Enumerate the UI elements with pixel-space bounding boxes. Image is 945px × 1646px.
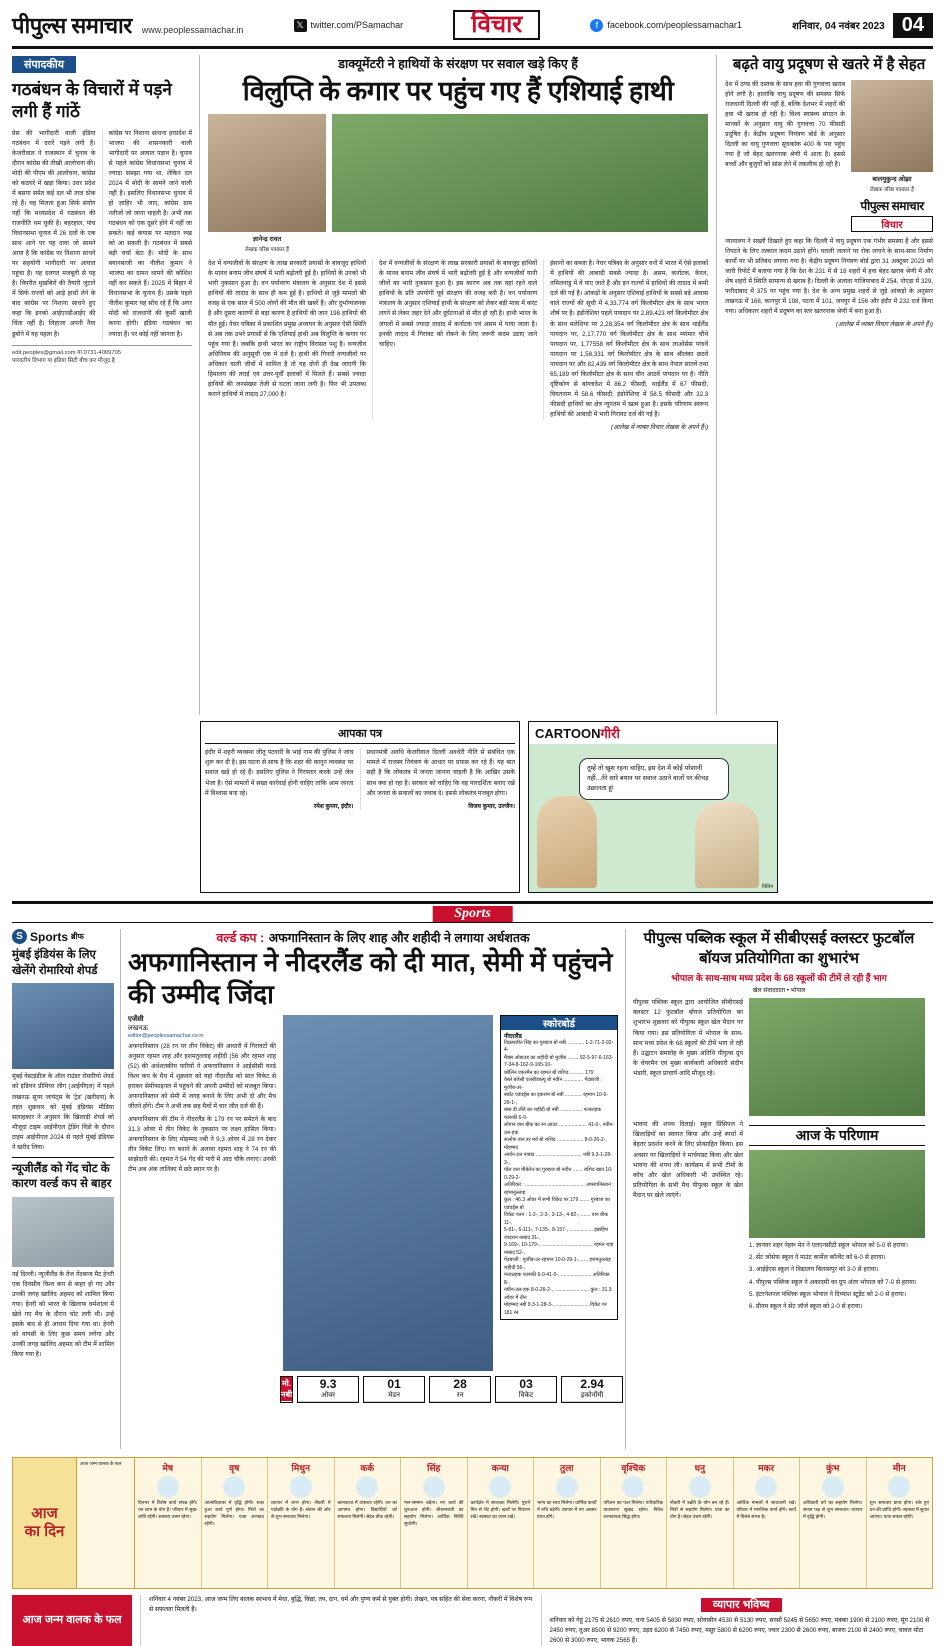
school-top-row [633,998,925,1116]
publication-logo: पीपुल्स समाचार [12,13,132,39]
result-item: 4. पीपुल्स पब्लिक स्कूल ने अकादमी का ग्रुप अंतर भोपाल को 7-0 से हराया। [749,1278,917,1286]
masthead-left [12,10,243,40]
section-title: विचार [453,10,540,40]
zodiac-icon [223,1476,245,1498]
scoreboard-line: अतिरिक्त : ........................................... अफगानिस्तान : रहमानुल्लाह [504,1182,614,1196]
twitter-handle: twitter.com/PSamachar [310,20,404,31]
horoscope-intro [77,1458,135,1588]
horoscope-sign-cell [268,1458,335,1588]
scoreboard-line: मोहम्मद नबी 9.3-1-28-3-, ........................ विकेट पर 181 रन [504,1302,607,1316]
footer-badge-line2: वालक के फल [66,1613,122,1626]
school-col2: भावना की शपथ दिलाई। स्कूल प्रिंसिपल ने खिलाड़ियों का स्वागत किया और उन्हें स्पर्धा में बेहतर प्रदर्शन करने के लिए प्रोत्साहित किया। इस अवसर पर खिलाड़ियों ने मार्चपास्ट किया और खेल भावना की शपथ ली। कार्यक्रम में सभी टीमों के कोच और खेल अधिकारी भी उपस्थित रहे। प्रतियोगिता के सभी मैच पीपुल्स स्कूल के खेल मैदान पर खेले जाएंगे। [633,1121,743,1199]
right-top [725,80,933,232]
zodiac-icon [423,1476,445,1498]
scoreboard-line: वेस्ले बारेसी एलबीडब्ल्यू बो नवीन .............. गेंदबाजी : मुजीब-उर- [504,1077,602,1091]
main-kicker: डाक्यूमेंटरी ने हाथियों के संरक्षण पर सवाल खड़े किए हैं [338,57,578,72]
results-title: आज के परिणाम [749,1125,925,1146]
letters-cartoon-zone [12,721,933,893]
school-story [625,929,925,1449]
author-role: लेखक वरिष्ठ पत्रकार हैं [244,247,289,254]
main-col3: इंसानों का कब्जा है। नेचर पत्रिका के अनुसार वनों में भारत में ऐसे इलाकों में हाथियों की आबादी सबसे ज्यादा है। असम, कर्नाटक, केरल, तमिलनाडु में ये पाए जाते हैं और इन राज्यों में हाथियों की तादाद में कमी दर्ज की गई है। आंकड़ों के अनुसार एशियाई हाथियों के सबसे बड़े आवास वाले राज्यों की सूची में 4,33,774 वर्ग किलोमीटर क्षेत्र के साथ भारत शीर्ष पर है। इंडोनेशिया पहले पायदान पर 2,89,423 वर्ग किलोमीटर क्षेत्र के साथ मलेशिया पर 2,28,354 वर्ग किलोमीटर क्षेत्र के साथ थाईलैंड पायदान पर, 2,17,770 वर्ग किलोमीटर क्षेत्र के साथ म्यांमार चौथे पायदान पर, 1,77558 वर्ग किलोमीटर क्षेत्र के साथ लाओसेस पांचवें पायदान पर 1,58,331 वर्ग किलोमीटर क्षेत्र के साथ श्रीलंका छठवें पायदान पर और 82,439 वर्ग किलोमीटर क्षेत्र के साथ नेपाल सातवें तथा 65,189 वर्ग किलोमीटर क्षेत्र के साथ चीन आठवें पायदान पर है। नीति दृष्टिकोण से बांग्लादेश में 86.2 फीसदी, थाईलैंड में 67 फीसदी, वियतनाम में 58.6 फीसदी, इंडोनेशिया में 58.5 फीसदी और 32.3 फीसदी हाथियों का क्षेत्र न्यूनतम में खत्म हुआ है। इसके परिणाम स्वरूप हाथियों की आबादी में भारी गिरावट दर्ज की गई है। [543,259,708,420]
sports-zone [12,929,933,1449]
horoscope-sign-text: कार्यक्षेत्र में सफलता मिलेगी। पुराने मित्र से भेंट होगी। खर्चों पर नियंत्रण रखें। स्वास्थ्य का ध्यान रखें। [470,1500,530,1520]
main-headline: विलुप्ति के कगार पर पहुंच गए हैं एशियाई हाथी [242,76,674,107]
editorial-label: संपादकीय [12,56,76,73]
inline-section-badge: विचार [851,216,933,232]
main-col1: देश में वन्यजीवों के संरक्षण के लाख सरकारी प्रयासों के बावजूद हाथियों के मानव बनाम जीव संघर्ष में भारी बढ़ोतरी हुई है। हाथियों के उनको भी भारी नुकसान हुआ है। वन पर्यावरण मंत्रालय के अनुसार देश में इससे हाथियों की तादाद के साथ ही कम हुई है। हाथियों से जुड़े मामलों की वजह से एक साल में 500 लोगों की मौत की खबरें हैं। और दुर्भाग्यजनक है और दूसरा कारणों से बड़ा कारण है हाथियों की जान 198 हाथियों की मौत हुई। नेचर पत्रिका में प्रकाशित प्रमुख अध्ययन के अनुसार ऐसी स्थिति से अब तक उभरे प्रयासों से कि एशियाई हाथी अब विलुप्ति के कगार पर पहुंच गया है। जबकि हाथी भारत का राष्ट्रीय विरासत पशु है। वन्यजीव अधिनियम की अनुसूची एक में दर्ज है। हाथी की गिनती वन्यजीवों पर अधिकार वाली जीवों में शामिल है तो यह दोनों ही देख जाएगी कि हिमालय की तराई एवं उत्तर-पूर्वी इलाकों में मिलते हैं। सबसे ज्यादा हाथियों की जनसंख्या तेजी से घटता जाना लगी है। फिर भी उपलब्ध कराने हाथियों में तादाद 27,000 है। [207,260,367,398]
zodiac-icon [822,1476,844,1498]
scoreboard-line: कॉलिन एकरमैन का रहमत बो राशिद .......... 179 [504,1069,594,1076]
stat-label: मेडन [364,1391,424,1402]
horoscope-strip [12,1457,933,1589]
wc-col2: अफगानिस्तान की टीम ने नीदरलैंड के 179 रन पर समेटने के बाद 31.3 ओवर में तीन विकेट के नुकसान पर लक्ष्य हासिल किया। अफगानिस्तान के लिए मोहम्मद नबी ने 9.3 ओवर में 28 रन देकर तीन विकेट लिए। रन बनाने के अलावा रहमत शाह ने 74 रन की साझेदारी की। रहमत ने 54 गेंद की पारी में आठ चौके लगाए। उनकी टीम अब अंक तालिका में छठे स्थान पर है। [128,1116,276,1174]
stat-value: 01 [387,1376,401,1391]
horoscope-sign-name: मिथुन [291,1463,310,1474]
scoreboard-line: कुल : 46.3 ओवर में सभी विकेट पर 179 ....... गुरबाज का एडवर्ड्स बो [504,1197,610,1211]
date-block [792,13,933,38]
right-col2: न्यायालय ने सख्ती दिखाते हुए कहा कि दिल्ली में वायु प्रदूषण एक गंभीर समस्या है और इससे निपटने के लिए तत्काल कदम उठाने होंगे। पराली जलाने पर रोक लगाने के साथ-साथ निर्माण कार्यों पर भी प्रतिबंध लगाया गया है। केंद्रीय प्रदूषण नियंत्रण बोर्ड द्वारा 31 अक्टूबर 2023 को जारी रिपोर्ट में बताया गया है कि देश के 231 में से 18 शहरों में हवा बेहद खराब श्रेणी में और शेष शहरों में स्थिति सामान्य से खराब है। दिल्ली के अलावा गाजियाबाद में 254, नोएडा में 329, फरीदाबाद में 375 पर पहुंच गया है। देश के अन्य प्रमुख शहरों से जुड़े आंकड़ों के अनुसार लखनऊ में 168, कानपुर में 198, पटना में 101, जयपुर में 156 और इंदौर में 232 दर्ज किया गया। अधिकतर शहरों में प्रदूषण का स्तर खतरनाक श्रेणी में बना हुआ है। [725,237,933,316]
trade-text: शनिवार को गेहूं 2175 से 2610 रुपए, चना 5405 से 5830 रुपए, सोयाबीन 4530 से 5130 रुपए, सरसों 5245 से 5650 रुपए, मक्का 1900 से 2100 रुपए, मूंग 2100 से 2450 रुपए, तुअर 8500 से 9200 रुपए, उड़द 6200 से 7450 रुपए, मसूर 5800 से 6200 रुपए, ज्वार 2300 से 2600 रुपए, बाजरा 2100 से 2400 रुपए, चावल मोटा 2600 से 3000 रुपए, भावक 2565 हैं। [549,1617,930,1645]
brief-1-text: मुंबई वेस्टइंडीज के ऑल राउंडर रोमारियो शेपर्ड को इंडियन प्रीमियर लीग (आईपीएल) में पहले लखनऊ सुपर जायंट्स के 'ट्रेड' (खरीदना) के तहत शुक्रवार को मुंबई इंडियंस मीडिया सलाहकार ने अनुसार कि खिलाड़ी शेपर्ड को मौजूदा टाइम आईपीएल ट्रेडिंग विंडो के दौरान टाइम आईपीएल 2024 से पहले मुंबई इंडियंस ने खरीद लिया। [12,1073,114,1151]
sports-brief-column [12,929,120,1449]
result-item: 1. ज्ञानवर शहर नेहरू मेन ने एलएनसीटी स्कूल भोपाल को 5-0 से हराया। [749,1242,908,1250]
editorial-contact [12,345,192,366]
right-headline: बढ़ते वायु प्रदूषण से खतरे में है सेहत [732,56,926,74]
scoreboard-line: 9-169-, 10-179-, ..................................... रहमत शाह नाबाद 52-, [504,1242,614,1256]
result-item: 2. सेंट जोसेफ स्कूल ने माउंट कार्मेल कॉन्वेंट को 6-0 से हराया। [749,1254,886,1262]
stat-value: 03 [519,1376,533,1391]
stat-card [429,1376,491,1403]
scoreboard-line: विक्रमजीत सिंह का गुरबाज बो नबी ............ 1-2-71-3-92-4- [504,1039,614,1054]
horoscope-sign-name: मीन [892,1463,906,1474]
right-author-role: लेखक वरिष्ठ पत्रकार हैं [870,186,914,193]
website-url[interactable]: www.peoplessamachar.in [141,25,244,36]
trade-forecast [541,1595,934,1646]
author-photo [208,114,326,232]
letters-title: आपका पत्र [205,726,515,744]
editorial-body [12,129,192,340]
school-col1: पीपुल्स पब्लिक स्कूल द्वारा आयोजित सीबीएसई क्लस्टर 12 फुटबॉल बॉयज प्रतियोगिता का शुभारंभ शुक्रवार को पीपुल्स स्कूल खेल मैदान पर किया गया। इस प्रतियोगिता में भोपाल के साथ-साथ मध्य प्रदेश के 68 स्कूलों की टीमें भाग ले रही हैं। उद्घाटन समारोह के मुख्य अतिथि पीपुल्स ग्रुप के चेयरमैन एवं मुख्य कार्यकारी अधिकारी संदीप भंडारी, स्कूल प्राचार्य आदि मौजूद रहे। [633,999,743,1077]
world-cup-story [120,929,625,1449]
editorial-column [12,55,199,715]
masthead [12,10,933,49]
right-col1: देश में ठण्ड की दस्तक के साथ हवा की गुणवत्ता खराब होने लगी है। हालांकि वायु प्रदूषण की समस्या सिर्फ राजधानी दिल्ली की नहीं है, बल्कि देशभर में शहरों की हवा भी खराब हो रही है। विश्व स्वास्थ्य संगठन के मानकों के अनुसार वायु की गुणवत्ता 70 फीसदी प्रदूषित है। केंद्रीय प्रदूषण नियंत्रण बोर्ड के अनुसार दिल्ली का वायु गुणवत्ता सूचकांक 400 के पार पहुंच गया है जो बेहद खतरनाक श्रेणी में आता है। इससे बच्चों और बुजुर्गों को सांस लेने में तकलीफ हो रही है। [725,80,845,169]
scoreboard-line: बास डी लीडे का शहीदी बो नबी ................ फजलहक फारुकी 6-0- [504,1107,602,1121]
stat-label: विकेट [496,1391,556,1402]
horoscope-sign-text: दिनभर में विशेष कार्य संपन्न होंगे। धन लाभ के योग हैं। परिवार में सुख-शांति रहेगी। स्वास्थ्य उत्तम रहेगा। [138,1500,198,1520]
editorial-col2: कांग्रेस पर निशाना साधना हरप्रदेश में भाजपा की शासनकारी वाली भागीदारी पर आघात पड़ाव है। चुनाव से पहले कांग्रेस विधानसभा चुनाव में ज्यादा समझा गया था, लेकिन दल 2024 में मोदी के सामने जाने वाली नहीं है। इसलिए विधानसभा चुनाव में हो ज़ाहिर भी जाए, कांग्रेस ग्राम नतीजों जो जाना चाहती है। अभी तक गठबंधन को एक दूसरे होने में नहीं जा सकते। कई कयास पर मतदान रुख को आ सकती है। गठबंधन में सबसे बड़ी चर्चा बेटा है। मोदी के साथ बयानबाजी का नीतीश कुमार ने भाजपा का दामन थामने की कोशिश नहीं कर सकते हैं। 2025 में बिहार में विधानसभा के चुनाव हैं। उसके पहले नीतीश कुमार यह सोच रहे हैं कि अगर मोदी को राजधानी की कुर्सी खाली करना होगी। इंडिया गठबंधन का ज्यादा हैं। पर कोई नहीं जानता है। [108,129,192,338]
sports-brief-header [12,929,114,944]
stat-value: 2.94 [580,1376,604,1391]
player-stat-name [280,1376,293,1403]
horoscope-title-line2: का दिन [24,1523,65,1541]
footer-badge [12,1595,132,1646]
editorial-col1: प्रेस की भागीदारी वाली इंडिया गठबंधन में दरारें पड़ने लगी हैं। केजरीवाल ने राजस्थान में चुनाव के दौरान कांग्रेस की तीखी आलोचना की। मोदी की पीएम की आलोचना, कांग्रेस को कठघरे में खड़ा किया। उधर प्रदेश में बसपा समेत कई दल भी ताल ठोक रहे हैं। यह मिलता हुआ सिर्फ संयोग नहीं कि मध्यप्रदेश में गठबंधन की राजनीति थम चुकी है। बहरहाल, पांच विधानसभा चुनाव में 26 दलों के एक साथ आने पर यह दावा जो सामने आया है कि कांग्रेस पर निशाना साधने पर सहयोगी भागीदारी पर आघात पहुंचा है। यह दलगत मजबूती से यह है। विपरीत मुखबिरों की तैयारी जुटाने में सिर्फ राज्यों को आड़े हाथों लेने के बाद कांग्रेस पर निशाना साधने हुए कहा कि इनको आईएनडीआईए की चिंता नहीं है। लिहाजा अपनी नैया डुबोने में यह पहला है। [12,129,96,338]
editorial-headline: गठबंधन के विचारों में पड़ने लगी हैं गांठें [12,80,172,122]
zodiac-icon [755,1476,777,1498]
horoscope-sign-cell [667,1458,734,1588]
horoscope-sign-text: आर्थिक मामलों में सावधानी रखें। परिवार में मांगलिक कार्य होंगे। कार्य में विलंब संभव है। [736,1500,796,1520]
zodiac-icon [556,1476,578,1498]
right-author-name: बालमुकुन्द ओझा [872,175,912,183]
horoscope-title-line1: आज [31,1505,58,1523]
scoreboard-line: लोगान वान बीक का रन आउट .................... 41-0-, नवीन-उल-हक [504,1122,614,1136]
horoscope-sign-cell [734,1458,801,1588]
scoreboard-line: मैक्स ओडाउड का शहीदी बो मुजीब ........ 92-5-97-6-163-7-34-8-162-9-165-10- [504,1054,614,1069]
sports-divider [12,901,933,923]
scoreboard-line: पॉल वान मीकेरेन का गुरबाज बो नवीन ....... राशिद खान 10-0-29-2- [504,1167,613,1181]
facebook-link[interactable] [590,19,742,32]
scoreboard-title: स्कोरबोर्ड [501,1016,617,1030]
scoreboard-column [500,1015,618,1371]
horoscope-sign-name: तुला [559,1463,574,1474]
school-photo [749,998,925,1116]
brief-1-headline: मुंबई इंडियंस के लिए खेलेंगे रोमारियो शेपर्ड [12,949,98,977]
horoscope-sign-name: कन्या [491,1463,509,1474]
stat-card [495,1376,557,1403]
horoscope-footer-badge: आज जन्म वालक के फल [80,1461,122,1467]
stat-cards [297,1376,623,1403]
twitter-icon: 𝕏 [294,19,307,32]
horoscope-sign-cell [601,1458,668,1588]
zodiac-icon [489,1476,511,1498]
horoscope-sign-cell [800,1458,867,1588]
zodiac-icon [622,1476,644,1498]
result-item: 5. इंटरनेशनल पब्लिक स्कूल भोपाल ने दिव्यांश स्टूडेंट को 2-0 से हराया। [749,1290,907,1298]
cartoon-title [529,722,777,744]
horoscope-sign-name: मेष [162,1463,174,1474]
cartoon-box [528,721,778,893]
wc-email[interactable]: editor@peoplessamachar.co.in [128,1032,204,1039]
cartoon-title-suffix: गीरी [600,726,620,742]
cartoon-figure-left [537,796,597,888]
footer-note: शनिवार 4 नवंबर 2023, आज जन्म लिए बालक स्वभाव में मेधा, बुद्धि, विद्या, तप, दान, धर्म और पुण्य कर्म से युक्त होगी। लेखन, पत्र सहित की सेवा करना, नौकरी में विशेष रूप से सफलता मिलती है। [140,1595,533,1646]
horoscope-sign-text: शुभ समाचार प्राप्त होगा। रुके हुए धन की प्राप्ति होगी। स्वास्थ्य में सुधार आएगा। यात्रा सफल रहेगी। [869,1500,929,1520]
cricketer-photo [283,1015,493,1371]
wc-headline: अफगानिस्तान ने नीदरलैंड को दी मात, सेमी में पहुंचने की उम्मीद जिंदा [128,947,613,1009]
horoscope-sign-cell [867,1458,933,1588]
facebook-handle: facebook.com/peoplessamachar1 [607,20,742,31]
scoreboard-line: फजलहक फारुकी 6-0-41-0-, ...................... अतिरिक्त 8-, [504,1272,610,1286]
zodiac-icon [888,1476,910,1498]
horoscope-sign-name: कर्क [360,1463,375,1474]
brief-2-photo [12,1197,114,1267]
horoscope-sign-text: कामकाज में व्यस्तता रहेगी। धन का आगमन होगा। विद्यार्थियों को सफलता मिलेगी। सेहत ठीक रहेगी। [337,1500,397,1520]
stat-card [561,1376,623,1403]
stat-label: इकोनॉमी [562,1391,622,1402]
horoscope-sign-name: मकर [758,1463,775,1474]
zodiac-icon [689,1476,711,1498]
sports-brief-icon: S [12,929,27,944]
wc-col1: अफगानिस्तान (28 रन पर तीन विकेट) की आधारी में गिरावटों की अनुसार रहमत शाह और हशमतुल्लाह शहीदी (56 और रहमत शाह (52) की अर्धशतकीय पारियों ने अफगानिस्तान ने आईसीसी वनडे विश्व कप के मैच में शुक्रवार को यहां नीदरलैंड को सात विकेट से हराकर सेमीफाइनल में पहुंचने की अपनी उम्मीदों को मजबूत किया। अफगानिस्तान को सेमी में जगह बनाने के लिए अभी दो और मैच जीतने होंगे। टीम ने अभी तक छह मैचों में चार जीत दर्ज की हैं। [128,1042,276,1111]
cartoon-figure-right [695,802,759,888]
horoscope-sign-text: अधिकारी वर्ग का सहयोग मिलेगा। संतान पक्ष से शुभ समाचार। व्यापार में वृद्धि होगी। [803,1500,863,1520]
inline-logo: पीपुल्स समाचार [860,198,924,213]
scoreboard-line: गेंदबाजी : मुजीब-उर-रहमान 10-0-29-1-, ..... हशमतुल्लाह शहीदी 56-, [504,1257,611,1271]
letter-1-signature: रमेश कुमार, इंदौर। [313,803,354,810]
horoscope-sign-cell [468,1458,535,1588]
wc-body-row [128,1015,618,1371]
horoscope-sign-name: सिंह [427,1463,441,1474]
school-bottom-row [633,1120,925,1313]
horoscope-sign-cell [202,1458,269,1588]
facebook-icon: f [590,19,603,32]
right-author-photo [851,80,933,172]
cartoon-title-main: CARTOON [535,726,601,742]
main-footnote: (आलेख में व्यक्त विचार लेखक के अपने हैं।) [611,424,709,431]
horoscope-sign-text: भाग्य का साथ मिलेगा। धार्मिक कार्यों में रुचि बढ़ेगी। व्यापार में नए अवसर प्राप्त होंगे। [537,1500,597,1520]
player-stats-row [280,1376,618,1403]
horoscope-sign-name: कुंभ [826,1463,840,1474]
main-col2: देश में वन्यजीवों के संरक्षण के लाख सरकारी प्रयासों के बावजूद हाथियों के मानव बनाम जीव संघर्ष में भारी बढ़ोतरी हुई है और वन्यजीवों यानी जीवों का भारी नुकसान हुआ है। इस कारण अब तक वहां रहने वाले हाथियों के प्रति उपयोगी पूर्व संरक्षण की वजह बनी है। वन पर्यावरण मंत्रालय के अनुसार एशियाई हाथी के संरक्षण को लेकर बड़ी मात्रा में करंट लगने से लेकर जहर देने और दुर्घटनाओं से मौत हो रही है। हाथी भारत के जंगलों में सबसे ज्यादा तादाद में कर्नाटक एवं असम में पाया जाता है। इनकी तादाद में गिरावट को रोकने के लिए जरूरी कदम उठाए जाने चाहिए। [372,259,537,420]
top-zone [12,55,933,715]
main-story [199,55,716,715]
zodiac-icon [290,1476,312,1498]
main-photo-row [208,114,708,253]
wc-kicker-row [128,929,618,947]
results-list [749,1241,925,1311]
horoscope-sign-name: वृश्चिक [621,1463,646,1474]
result-item: 3. आईईएस स्कूल ने विद्यालय बिलासपुर को 3-0 से हराया। [749,1266,879,1274]
scoreboard-line: आर्यन दत्त नाबाद ................................. नबी 9.3-1-28-3-, [504,1152,612,1166]
editorial-address: पारवतीय विभाग या इंडिया सिटी बीच कर मौजूद है [12,358,115,365]
footer-zone [12,1595,933,1646]
sports-brief-label: Sports [30,929,69,944]
editorial-email[interactable]: edit.peoples@gmail.com या 0731-4009705 [12,349,122,356]
scoreboard-team: नीदरलैंड [504,1033,522,1040]
wc-place: लखनऊ [128,1024,148,1032]
main-body [208,259,708,420]
trade-title: व्यापार भविष्य [701,1598,782,1612]
school-subhead: भोपाल के साथ-साथ मध्य प्रदेश के 68 स्कूलों की टीमें ले रही हैं भाग [671,973,887,984]
brief-2-text: नई दिल्ली। न्यूजीलैंड के तेज गेंदबाज मैट हेनरी एक दिवसीय विश्व कप से बाहर हो गए और उनकी जगह खालिद अहमद को शामिल किया गया। हेनरी को भारत के खिलाफ धर्मशाला में खेले गए मैच के दौरान चोट लगी थी। उन्हें इसके बाद से ही आराम दिया गया था। हेनरी को वापसी के लिए कुछ समय लगेगा और उनकी जगह खालिद अहमद को टीम में शामिल किया गया है। [12,1270,114,1359]
sports-brief-tag: ब्रीफ [71,932,84,942]
right-story [716,55,933,715]
page-number: 04 [893,13,933,38]
horoscope-sign-cell [401,1458,468,1588]
horoscope-sign-name: धनु [694,1463,706,1474]
letter-2-signature: विजय कुमार, उज्जैन। [468,803,515,810]
cartoon-speech-bubble: तुम्हें तो खुश रहना चाहिए, इस देश में कोई परेशानी नहीं...तेरे सारे बयान पर सवाल उठाने वालों पर कीचड़ उछालता हूं! [579,758,729,799]
player-name: मो. नबी [281,1378,293,1399]
stat-card [363,1376,425,1403]
scoreboard-lines [504,1040,614,1318]
letters-box [200,721,520,893]
horoscope-title [13,1458,77,1588]
brief-1-photo [12,983,114,1069]
letter-1-text: इंदौर में शहरी व्यवस्था जीतू पटवारी के भाई नाम की पुलिस ने जांच शुरू कर दी है। इस घटना से साफ है कि शहर की कानून व्यवस्था पर सवाल खड़े हो रहे हैं। इसलिए पुलिस ने गिरफ्तार करके उन्हें जेल भेजा है। ऐसे मामलों में सख्त कार्रवाई होनी चाहिए ताकि आम जनता में विश्वास बना रहे। [205,749,354,797]
result-item: 6. प्रीतम स्कूल ने सेंट जॉर्ज स्कूल को 2-0 से हराया। [749,1302,863,1310]
horoscope-sign-cell [135,1458,202,1588]
scoreboard [500,1015,618,1321]
letters-columns [205,748,515,809]
horoscope-sign-text: आत्मविश्वास में वृद्धि होगी। रुका हुआ कार्य पूर्ण होगा। मित्रों का सहयोग मिलेगा। यात्रा लाभप्रद रहेगी। [204,1500,264,1527]
brief-2-headline: न्यूजीलैंड को गेंद चोट के कारण वर्ल्ड कप से बाहर [12,1157,114,1193]
wc-agency: एजेंसी [128,1015,144,1023]
stat-label: ओवर [298,1391,358,1402]
scoreboard-line: विकेट पतन : 1-2-, 2-3-, 3-13-, 4-82-, ....... वान बीक 11-, [504,1212,609,1226]
cartoon-signature: नितिन [762,884,773,891]
author-name: ज्ञानेन्द्र रावत [252,236,282,244]
horoscope-sign-text: व्यापार में लाभ होगा। नौकरी में पदोन्नति के योग हैं। संतान की ओर से शुभ समाचार मिलेगा। [271,1500,331,1520]
stat-value: 9.3 [319,1376,337,1391]
right-footnote: (आलेख में व्यक्त विचार लेखक के अपने हैं।) [835,321,933,329]
results-photo [749,1150,925,1238]
horoscope-sign-text: मान-सम्मान बढ़ेगा। नए कार्य की शुरुआत होगी। जीवनसाथी का सहयोग मिलेगा। आर्थिक स्थिति सुधरेगी। [404,1500,464,1527]
scoreboard-line: 5-91-, 6-111-, 7-135-, 8-157-, ................. इब्राहिम जादरान नाबाद 31-, [504,1227,608,1241]
zodiac-icon [356,1476,378,1498]
stat-card [297,1376,359,1403]
school-headline: पीपुल्स पब्लिक स्कूल में सीबीएसई क्लस्टर फुटबॉल बॉयज प्रतियोगिता का शुभारंभ [643,930,915,967]
horoscope-signs [135,1458,932,1588]
wc-kicker-label: वर्ल्ड कप : [216,931,265,946]
sports-section-label: Sports [432,906,513,922]
stat-label: रन [430,1391,490,1402]
horoscope-sign-text: परिश्रम का फल मिलेगा। पारिवारिक वातावरण सुखद रहेगा। निवेश लाभदायक सिद्ध होगा। [603,1500,663,1520]
horoscope-sign-text: नौकरी में उन्नति के योग बन रहे हैं। मित्रों से सहयोग मिलेगा। यात्रा का योग है। सेहत उत्तम रहेगी। [670,1500,730,1520]
horoscope-sign-cell [534,1458,601,1588]
school-byline: खेल संवाददाता • भोपाल [752,988,806,995]
wc-kicker: अफगानिस्तान के लिए शाह और शहीदी ने लगाया अर्धशतक [268,931,530,946]
letter-2-text: प्रधानमंत्री अवधि केजरीवाल दिल्ली अवधेरी नीति से संबंधित एक मामले में राजस्व नियंत्रण के आधार पर प्रयास कर रहे हैं। यह बात सही है कि लोकतंत्र में जनता जानना चाहती है कि आखिर उसके साथ क्या हो रहा है। सरकार को चाहिए कि वह पारदर्शिता बनाए रखे और जनता के सवालों का जवाब दे। इससे लोकतंत्र मजबूत होगा। [366,749,515,797]
scoreboard-line: स्कॉट एडवर्ड्स का इकराम बो नबी ............ रहमान 10-0-29-1-, [504,1092,608,1106]
scoreboard-line: रूलोफ वान डर मर्व बो राशिद ................... 8-0-26-2-, मोहम्मद [504,1137,607,1151]
scoreboard-line: नवीन-उल-हक 8-0-26-2-, ......................... कुल : 31.3 ओवर में तीन [504,1287,612,1301]
cartoon-artwork [529,744,777,892]
horoscope-sign-name: वृष [229,1463,240,1474]
twitter-link[interactable] [294,19,404,32]
issue-date: शनिवार, 04 नवंबर 2023 [792,21,885,33]
zodiac-icon [157,1476,179,1498]
horoscope-sign-cell [335,1458,402,1588]
footer-badge-line1: आज जन्म [22,1613,64,1626]
stat-value: 28 [453,1376,467,1391]
elephant-photo [332,114,708,232]
